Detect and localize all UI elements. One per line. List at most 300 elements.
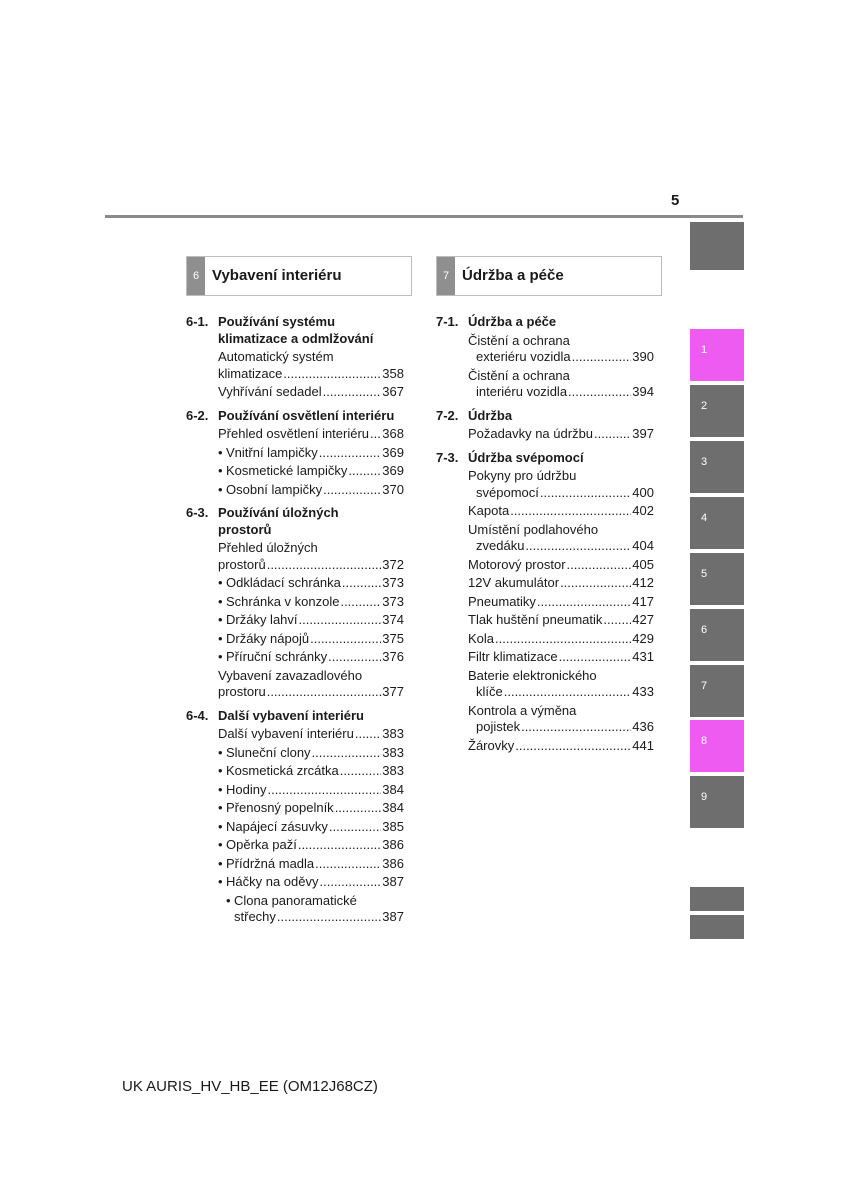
section-number: 6-2. <box>186 407 209 423</box>
toc-subentry[interactable] <box>218 763 404 780</box>
leader-dots <box>267 557 382 574</box>
page-ref: 412 <box>632 575 654 590</box>
toc-entry[interactable] <box>468 522 654 555</box>
entry-title <box>218 444 318 462</box>
entry-title-text: Vnitřní lampičky <box>226 444 318 460</box>
leader-dots <box>323 384 382 401</box>
leader-dots <box>594 426 631 443</box>
side-tab-5[interactable] <box>690 553 744 605</box>
entry-title <box>218 630 310 648</box>
entry-title-text: exteriéru vozidla <box>476 349 571 364</box>
section-heading[interactable] <box>186 314 404 347</box>
page-ref: 386 <box>382 855 404 871</box>
page-ref: 374 <box>382 612 404 627</box>
entry-title <box>218 684 266 701</box>
entry-row <box>218 744 404 762</box>
entry-title-text: svépomocí <box>476 484 539 500</box>
entry-row <box>468 575 654 592</box>
entry-title-line <box>226 893 404 910</box>
entry-title <box>476 538 524 555</box>
bullet-icon: • <box>218 781 223 797</box>
entry-title-text: Pneumatiky <box>468 593 536 609</box>
section-heading[interactable] <box>186 708 404 725</box>
entry-title-text: prostoru <box>218 684 266 699</box>
entry-row <box>468 612 654 629</box>
bullet-icon: • <box>226 892 231 908</box>
page-ref: 383 <box>382 744 404 760</box>
entry-title-text: Vybavení zavazadlového <box>218 667 363 683</box>
entry-title <box>468 503 509 520</box>
section-heading[interactable] <box>436 450 654 467</box>
page-ref: 373 <box>382 593 404 609</box>
entry-row <box>218 684 404 701</box>
bullet-icon: • <box>218 874 223 889</box>
side-tab-3-label: 3 <box>701 456 708 468</box>
entry-title-text: Pokyny pro údržbu <box>468 468 577 483</box>
toc-subentry[interactable] <box>218 593 404 611</box>
page-ref: 394 <box>632 384 654 399</box>
toc-entry[interactable] <box>218 726 404 743</box>
leader-dots <box>335 800 382 817</box>
side-tab-9-label: 9 <box>701 791 708 803</box>
section-title <box>218 408 404 425</box>
leader-dots <box>559 649 632 666</box>
entry-title-text: klíče <box>476 684 503 699</box>
entry-row <box>218 800 404 817</box>
page-ref: 441 <box>632 737 654 753</box>
entry-title-text: Napájecí zásuvky <box>226 818 328 834</box>
entry-title-line <box>468 668 654 685</box>
leader-dots <box>340 763 382 780</box>
page-ref: 433 <box>632 684 654 699</box>
section-heading[interactable] <box>186 505 404 538</box>
entry-title-text: Čistění a ochrana <box>468 367 570 383</box>
side-tab-4-label: 4 <box>701 512 708 524</box>
page-number: 5 <box>671 192 680 209</box>
leader-dots <box>277 909 381 926</box>
toc-entry[interactable] <box>468 631 654 648</box>
section-title-line: Údržba a péče <box>468 314 557 329</box>
entry-title-text: Držáky nápojů <box>226 630 310 646</box>
entry-title <box>476 384 567 401</box>
entry-title-text: zvedáku <box>476 538 525 553</box>
entry-title <box>218 366 282 383</box>
toc-subentry[interactable] <box>218 630 404 648</box>
leader-dots <box>298 837 381 854</box>
page-ref: 436 <box>632 719 654 734</box>
page-ref: 369 <box>382 463 404 478</box>
bullet-icon: • <box>218 818 223 834</box>
entry-title-line <box>218 540 404 557</box>
entry-title-text: Požadavky na údržbu <box>468 426 594 441</box>
entry-title-text: pojistek <box>476 719 521 734</box>
leader-dots <box>560 575 631 592</box>
leader-dots <box>299 612 382 629</box>
chapter-7-header[interactable] <box>436 256 662 296</box>
entry-title <box>234 909 276 926</box>
entry-title <box>218 874 319 891</box>
leader-dots <box>320 874 382 891</box>
bullet-icon: • <box>218 612 223 627</box>
page-ref: 375 <box>382 630 404 646</box>
toc-subentry[interactable] <box>218 818 404 836</box>
entry-row <box>468 631 654 648</box>
leader-dots <box>283 366 381 383</box>
side-tab-7-label: 7 <box>701 680 708 692</box>
section-number: 7-2. <box>436 407 459 423</box>
leader-dots <box>328 649 381 666</box>
entry-row <box>218 818 404 836</box>
toc-subentry[interactable] <box>218 444 404 462</box>
entry-row <box>218 630 404 648</box>
entry-title-text: Přehled úložných <box>218 540 318 555</box>
section-title-line: klimatizace a odmlžování <box>218 330 374 346</box>
section-title <box>468 408 654 425</box>
entry-title-text: klimatizace <box>218 365 283 381</box>
section-title-line: Používání úložných <box>218 505 339 520</box>
entry-title <box>468 557 566 574</box>
section-title <box>218 314 404 347</box>
entry-title-text: Clona panoramatické <box>234 892 357 908</box>
toc-entry[interactable] <box>468 333 654 366</box>
entry-row <box>218 481 404 499</box>
toc-subentry[interactable] <box>218 481 404 499</box>
bullet-icon: • <box>218 593 223 609</box>
page-ref: 429 <box>632 630 654 646</box>
leader-dots <box>267 684 382 701</box>
toc-entry[interactable] <box>468 575 654 592</box>
entry-title-text: Kola <box>468 630 495 646</box>
entry-title <box>218 726 354 743</box>
entry-title-text: Filtr klimatizace <box>468 649 558 664</box>
toc-subentry[interactable] <box>218 855 404 873</box>
bullet-icon: • <box>218 481 223 497</box>
bullet-icon: • <box>218 463 223 478</box>
page-ref: 404 <box>632 538 654 553</box>
section-title <box>468 450 654 467</box>
section-spacer <box>436 443 654 447</box>
toc-entry[interactable] <box>218 384 404 401</box>
side-tab-1[interactable] <box>690 329 744 381</box>
entry-row <box>468 684 654 701</box>
entry-title <box>476 719 520 736</box>
entry-row <box>218 426 404 443</box>
entry-title-text: Háčky na oděvy <box>226 874 319 889</box>
entry-title-text: prostorů <box>218 556 266 572</box>
entry-title <box>218 763 339 780</box>
side-tab-1-label: 1 <box>701 344 708 356</box>
toc-entry[interactable] <box>468 503 654 520</box>
leader-dots <box>495 631 631 648</box>
entry-row <box>218 575 404 592</box>
toc-entry[interactable] <box>468 594 654 611</box>
leader-dots <box>515 738 631 755</box>
entry-title-text: Kontrola a výměna <box>468 702 577 718</box>
page-ref: 372 <box>382 556 404 572</box>
entry-title <box>218 575 341 592</box>
entry-row <box>218 649 404 666</box>
entry-title-text: Osobní lampičky <box>226 481 323 497</box>
page-ref: 384 <box>382 781 404 797</box>
section-title <box>468 314 654 331</box>
page-ref: 370 <box>382 481 404 497</box>
entry-row <box>218 837 404 854</box>
toc-subentry[interactable] <box>218 837 404 854</box>
bullet-icon: • <box>218 444 223 460</box>
toc-entry[interactable] <box>468 612 654 629</box>
toc-subentry[interactable] <box>218 781 404 799</box>
entry-row <box>218 874 404 891</box>
entry-title <box>218 800 334 817</box>
entry-title-line <box>218 349 404 366</box>
entry-row <box>218 612 404 629</box>
entry-title <box>218 818 328 836</box>
entry-title-text: Schránka v konzole <box>226 593 340 609</box>
entry-title <box>218 593 340 611</box>
entry-row <box>468 384 654 401</box>
section-number: 7-1. <box>436 314 459 329</box>
side-tab-2[interactable] <box>690 385 744 437</box>
section-title-line: Další vybavení interiéru <box>218 707 364 723</box>
entry-title-text: Příruční schránky <box>226 649 328 664</box>
entry-title-text: Baterie elektronického <box>468 667 597 683</box>
entry-title <box>468 649 558 666</box>
page-ref: 383 <box>382 726 404 741</box>
entry-title-text: Hodiny <box>226 781 267 797</box>
toc-subentry[interactable] <box>218 800 404 817</box>
section-spacer <box>436 401 654 405</box>
page-ref: 377 <box>382 684 404 699</box>
section-title-line: Údržba svépomocí <box>468 449 584 465</box>
entry-title-text: Přídržná madla <box>226 855 315 871</box>
section-spacer <box>186 401 404 405</box>
bullet-icon: • <box>218 763 223 778</box>
entry-title-text: Vyhřívání sedadel <box>218 384 322 399</box>
page-ref: 358 <box>382 365 404 381</box>
chapter-6-title: Vybavení interiéru <box>212 267 342 284</box>
entry-title <box>468 738 514 755</box>
entry-row <box>218 463 404 480</box>
entry-title-text: Přenosný popelník <box>226 800 334 815</box>
side-tab-5-label: 5 <box>701 568 708 580</box>
entry-row <box>468 557 654 574</box>
section-heading[interactable] <box>436 408 654 425</box>
entry-title <box>468 594 536 611</box>
leader-dots <box>355 726 381 743</box>
section-heading[interactable] <box>436 314 654 331</box>
bullet-icon: • <box>218 800 223 815</box>
entry-title-text: Kapota <box>468 503 510 518</box>
leader-dots <box>510 503 631 520</box>
page-ref: 368 <box>382 426 404 441</box>
page-ref: 397 <box>632 426 654 441</box>
section-title-line: Údržba <box>468 407 513 423</box>
entry-title <box>468 631 494 648</box>
toc-subentry[interactable] <box>218 612 404 629</box>
section-heading[interactable] <box>186 408 404 425</box>
toc-entry[interactable] <box>468 738 654 755</box>
entry-row <box>218 763 404 780</box>
toc-entry[interactable] <box>468 557 654 574</box>
entry-title <box>218 781 267 799</box>
toc-subentry[interactable] <box>218 874 404 891</box>
leader-dots <box>540 485 631 502</box>
entry-title-text: střechy <box>234 909 276 924</box>
section-title-line: Používání systému <box>218 314 336 329</box>
chapter-7-contents <box>436 311 654 754</box>
page-ref: 367 <box>382 384 404 399</box>
toc-entry[interactable] <box>468 668 654 701</box>
leader-dots <box>348 463 381 480</box>
side-tab-6-label: 6 <box>701 624 708 636</box>
section-spacer <box>186 498 404 502</box>
entry-title-text: Kosmetická zrcátka <box>226 763 339 778</box>
entry-title <box>218 481 323 499</box>
leader-dots <box>340 594 381 611</box>
chapter-6-header[interactable] <box>186 256 412 296</box>
page-ref: 400 <box>632 484 654 500</box>
entry-title <box>476 485 539 502</box>
side-tab-3[interactable] <box>690 441 744 493</box>
toc-entry[interactable] <box>218 540 404 573</box>
section-number: 6-1. <box>186 314 209 329</box>
entry-title-line <box>468 468 654 485</box>
page-ref: 383 <box>382 763 404 778</box>
entry-title-text: Automatický systém <box>218 349 334 364</box>
section-number: 6-4. <box>186 707 209 723</box>
entry-title <box>218 837 297 854</box>
leader-dots <box>310 631 381 648</box>
entry-title <box>218 557 266 574</box>
leader-dots <box>568 384 631 401</box>
page-ref: 369 <box>382 444 404 460</box>
entry-title-text: Přehled osvětlení interiéru <box>218 426 370 441</box>
top-rule <box>105 215 743 218</box>
page-ref: 384 <box>382 800 404 815</box>
entry-title <box>468 426 593 443</box>
entry-title <box>468 575 559 592</box>
entry-row <box>468 426 654 443</box>
toc-subentry[interactable] <box>226 893 404 926</box>
toc-subentry[interactable] <box>218 649 404 666</box>
entry-title <box>218 612 298 629</box>
page-ref: 385 <box>382 818 404 834</box>
leader-dots <box>572 349 632 366</box>
entry-row <box>468 649 654 666</box>
side-tab-top <box>690 222 744 270</box>
leader-dots <box>319 445 382 462</box>
toc-entry[interactable] <box>218 426 404 443</box>
entry-row <box>468 738 654 755</box>
toc-subentry[interactable] <box>218 575 404 592</box>
entry-title-line <box>218 668 404 685</box>
entry-row <box>468 719 654 736</box>
toc-entry[interactable] <box>218 349 404 382</box>
page-ref: 376 <box>382 649 404 664</box>
bullet-icon: • <box>218 630 223 646</box>
entry-title-line <box>468 703 654 720</box>
entry-row <box>218 557 404 574</box>
entry-title-text: Odkládací schránka <box>226 575 341 590</box>
side-tab-9[interactable] <box>690 776 744 828</box>
entry-row <box>468 594 654 611</box>
section-spacer <box>186 701 404 705</box>
entry-title-text: Umístění podlahového <box>468 521 599 537</box>
entry-row <box>468 485 654 502</box>
page-ref: 405 <box>632 556 654 572</box>
section-number: 6-3. <box>186 505 209 520</box>
page-ref: 417 <box>632 593 654 609</box>
entry-title <box>476 349 571 366</box>
toc-subentry[interactable] <box>218 744 404 762</box>
section-title-line: prostorů <box>218 521 272 537</box>
toc-entry[interactable] <box>468 426 654 443</box>
entry-title-line <box>468 522 654 539</box>
toc-entry[interactable] <box>468 703 654 736</box>
side-tab-2-label: 2 <box>701 400 708 412</box>
entry-row <box>218 781 404 799</box>
chapter-6-contents <box>186 311 404 926</box>
side-tab-index-1 <box>690 887 744 911</box>
entry-row <box>218 855 404 873</box>
entry-title-text: Tlak huštění pneumatik <box>468 612 603 627</box>
entry-title-line <box>468 368 654 385</box>
leader-dots <box>329 819 381 836</box>
side-tab-6[interactable] <box>690 609 744 661</box>
page-ref: 402 <box>632 503 654 518</box>
entry-row <box>218 384 404 401</box>
toc-entry[interactable] <box>468 368 654 401</box>
leader-dots <box>504 684 632 701</box>
toc-entry[interactable] <box>218 668 404 701</box>
chapter-7-title: Údržba a péče <box>462 267 564 284</box>
entry-title <box>218 855 315 873</box>
leader-dots <box>567 557 632 574</box>
entry-row <box>218 366 404 383</box>
leader-dots <box>603 612 631 629</box>
bullet-icon: • <box>218 744 223 760</box>
entry-title-line <box>468 333 654 350</box>
page-ref: 387 <box>382 909 404 924</box>
entry-title <box>218 649 328 666</box>
toc-entry[interactable] <box>468 468 654 501</box>
section-title <box>218 708 404 725</box>
page-ref: 373 <box>382 575 404 590</box>
entry-title-text: 12V akumulátor <box>468 575 560 590</box>
entry-title <box>218 384 322 401</box>
bullet-icon: • <box>218 649 223 664</box>
leader-dots <box>342 575 381 592</box>
entry-title-text: Držáky lahví <box>226 612 298 627</box>
side-tab-index-2 <box>690 915 744 939</box>
leader-dots <box>312 745 382 762</box>
side-tab-7[interactable] <box>690 665 744 717</box>
leader-dots <box>537 594 631 611</box>
entry-title <box>218 744 311 762</box>
page-ref: 431 <box>632 649 654 664</box>
leader-dots <box>525 538 631 555</box>
footer-code: UK AURIS_HV_HB_EE (OM12J68CZ) <box>122 1078 378 1095</box>
entry-title <box>218 426 369 443</box>
side-tab-8[interactable] <box>690 720 744 772</box>
entry-title-text: Žárovky <box>468 737 515 753</box>
toc-subentry[interactable] <box>218 463 404 480</box>
entry-title <box>476 684 503 701</box>
entry-title-text: Opěrka paží <box>226 837 297 852</box>
leader-dots <box>323 482 381 499</box>
toc-entry[interactable] <box>468 649 654 666</box>
side-tab-4[interactable] <box>690 497 744 549</box>
